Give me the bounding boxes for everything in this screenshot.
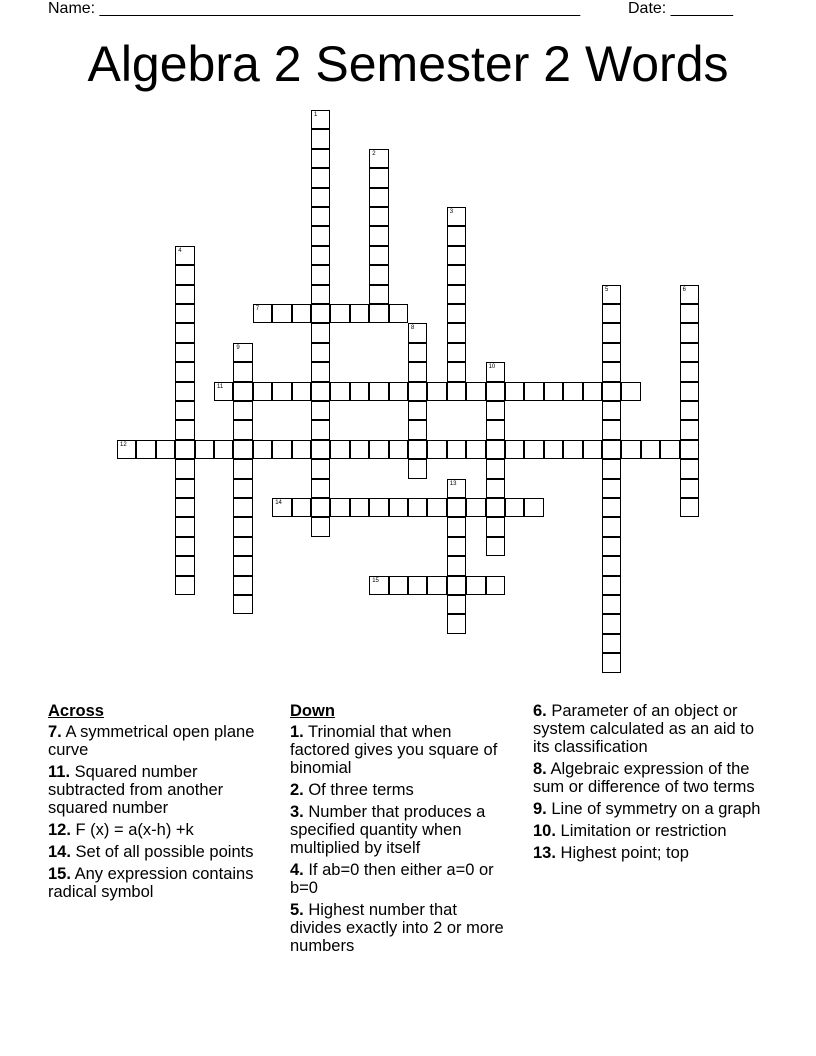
grid-cell[interactable] [602, 576, 621, 595]
grid-cell[interactable] [272, 440, 291, 459]
grid-cell[interactable] [408, 382, 427, 401]
grid-cell[interactable] [292, 498, 311, 517]
grid-cell[interactable] [602, 556, 621, 575]
grid-cell[interactable] [311, 401, 330, 420]
grid-cell[interactable] [602, 440, 621, 459]
grid-cell[interactable] [136, 440, 155, 459]
grid-cell[interactable] [447, 207, 466, 226]
clue-text: Limitation or restriction [555, 822, 727, 840]
clue-number: 4. [290, 861, 304, 879]
grid-cell[interactable] [311, 207, 330, 226]
clue-number: 14. [48, 843, 71, 861]
clue-text: Number that produces a specified quantity when multiplied by itself [290, 803, 486, 857]
grid-cell[interactable] [311, 149, 330, 168]
grid-cell[interactable] [486, 498, 505, 517]
grid-cell[interactable] [311, 323, 330, 342]
clue-item [48, 821, 268, 839]
header-line [48, 0, 768, 20]
clue-number: 11. [48, 763, 71, 781]
grid-cell[interactable] [680, 459, 699, 478]
grid-cell[interactable] [427, 440, 446, 459]
grid-cell[interactable] [486, 362, 505, 381]
clue-text: Any expression contains radical symbol [48, 865, 254, 901]
grid-cell[interactable] [602, 595, 621, 614]
grid-cell[interactable] [602, 479, 621, 498]
grid-cell[interactable] [311, 246, 330, 265]
grid-cell[interactable] [311, 304, 330, 323]
grid-cell[interactable] [195, 440, 214, 459]
grid-cell[interactable] [330, 440, 349, 459]
grid-cell[interactable] [486, 401, 505, 420]
clue-number: 15. [48, 865, 71, 883]
grid-cell[interactable] [350, 498, 369, 517]
grid-cell[interactable] [447, 246, 466, 265]
grid-cell[interactable] [680, 401, 699, 420]
grid-cell[interactable] [408, 459, 427, 478]
grid-cell[interactable] [272, 304, 291, 323]
grid-cell[interactable] [253, 304, 272, 323]
clue-text: Parameter of an object or system calculated as an aid to its classification [533, 702, 755, 756]
grid-cell[interactable] [602, 343, 621, 362]
grid-cell[interactable] [408, 498, 427, 517]
grid-cell[interactable] [447, 362, 466, 381]
grid-cell[interactable] [233, 362, 252, 381]
clue-text: Of three terms [303, 781, 414, 799]
grid-cell[interactable] [408, 576, 427, 595]
clue-item [290, 861, 512, 897]
grid-cell[interactable] [524, 498, 543, 517]
grid-cell[interactable] [602, 323, 621, 342]
clue-item [48, 763, 268, 817]
clue-item [48, 865, 268, 901]
grid-cell[interactable] [680, 343, 699, 362]
grid-cell[interactable] [621, 382, 640, 401]
grid-cell[interactable] [466, 576, 485, 595]
grid-cell[interactable] [311, 285, 330, 304]
clue-text: If ab=0 then either a=0 or b=0 [290, 861, 494, 897]
grid-cell[interactable] [447, 323, 466, 342]
grid-cell[interactable] [311, 459, 330, 478]
grid-cell[interactable] [233, 537, 252, 556]
grid-cell[interactable] [233, 556, 252, 575]
grid-cell[interactable] [369, 498, 388, 517]
grid-cell[interactable] [466, 440, 485, 459]
clue-number-label: 14 [275, 500, 282, 506]
grid-cell[interactable] [214, 440, 233, 459]
clue-text: Highest number that divides exactly into 2 or more numbers [290, 901, 504, 955]
grid-cell[interactable] [486, 382, 505, 401]
grid-cell[interactable] [311, 168, 330, 187]
grid-cell[interactable] [369, 226, 388, 245]
across-heading: Across [48, 702, 104, 720]
grid-cell[interactable] [447, 304, 466, 323]
grid-cell[interactable] [175, 479, 194, 498]
clue-text: Algebraic expression of the sum or difference of two terms [533, 760, 755, 796]
grid-cell[interactable] [311, 440, 330, 459]
grid-cell[interactable] [311, 362, 330, 381]
grid-cell[interactable] [175, 285, 194, 304]
grid-cell[interactable] [680, 323, 699, 342]
name-field-label: Name: ______________________________________________________ [48, 0, 581, 17]
grid-cell[interactable] [486, 576, 505, 595]
grid-cell[interactable] [175, 537, 194, 556]
clue-number-label: 12 [120, 441, 127, 448]
grid-cell[interactable] [330, 382, 349, 401]
across-clue-list [48, 723, 268, 901]
grid-cell[interactable] [602, 653, 621, 672]
grid-cell[interactable] [660, 440, 679, 459]
clue-number-label: 10 [488, 364, 496, 371]
grid-cell[interactable] [369, 285, 388, 304]
grid-cell[interactable] [447, 498, 466, 517]
grid-cell[interactable] [311, 188, 330, 207]
grid-cell[interactable] [117, 440, 136, 459]
clue-number: 10. [533, 822, 556, 840]
clue-number-label: 4 [178, 247, 182, 254]
grid-cell[interactable] [447, 614, 466, 633]
clue-item [533, 702, 773, 756]
grid-cell[interactable] [447, 343, 466, 362]
grid-cell[interactable] [602, 498, 621, 517]
grid-cell[interactable] [447, 517, 466, 536]
clue-item [48, 723, 268, 759]
grid-cell[interactable] [602, 420, 621, 439]
grid-cell[interactable] [602, 634, 621, 653]
grid-cell[interactable] [408, 401, 427, 420]
grid-cell[interactable] [486, 537, 505, 556]
grid-cell[interactable] [563, 382, 582, 401]
clue-number: 1. [290, 723, 304, 741]
grid-cell[interactable] [505, 382, 524, 401]
grid-cell[interactable] [311, 517, 330, 536]
clue-number: 7. [48, 723, 62, 741]
grid-cell[interactable] [641, 440, 660, 459]
down-clues-continued [533, 702, 773, 866]
grid-cell[interactable] [389, 382, 408, 401]
grid-cell[interactable] [486, 479, 505, 498]
clue-item [533, 760, 773, 796]
clue-item [290, 781, 512, 799]
clue-item [290, 723, 512, 777]
grid-cell[interactable] [175, 362, 194, 381]
down-clue-list-continued [533, 702, 773, 862]
grid-cell[interactable] [505, 498, 524, 517]
grid-cell[interactable] [447, 285, 466, 304]
grid-cell[interactable] [447, 576, 466, 595]
grid-cell[interactable] [272, 382, 291, 401]
clue-text: Squared number subtracted from another squared number [48, 763, 224, 817]
grid-cell[interactable] [486, 459, 505, 478]
grid-cell[interactable] [233, 459, 252, 478]
clue-text: Highest point; top [555, 844, 689, 862]
grid-cell[interactable] [447, 556, 466, 575]
grid-cell[interactable] [486, 440, 505, 459]
grid-cell[interactable] [369, 382, 388, 401]
grid-cell[interactable] [680, 420, 699, 439]
clue-number-label: 15 [372, 577, 379, 584]
grid-cell[interactable] [311, 420, 330, 439]
grid-cell[interactable] [369, 149, 388, 168]
clue-number: 12. [48, 821, 71, 839]
grid-cell[interactable] [311, 382, 330, 401]
clue-number: 6. [533, 702, 547, 720]
grid-cell[interactable] [427, 498, 446, 517]
grid-cell[interactable] [253, 382, 272, 401]
grid-cell[interactable] [486, 420, 505, 439]
grid-cell[interactable] [389, 576, 408, 595]
grid-cell[interactable] [156, 440, 175, 459]
grid-cell[interactable] [233, 479, 252, 498]
grid-cell[interactable] [350, 440, 369, 459]
grid-cell[interactable] [175, 382, 194, 401]
grid-cell[interactable] [311, 479, 330, 498]
clue-number-label: 6 [682, 286, 686, 293]
clue-number-label: 1 [314, 112, 318, 118]
grid-cell[interactable] [466, 498, 485, 517]
grid-cell[interactable] [408, 362, 427, 381]
grid-cell[interactable] [175, 556, 194, 575]
grid-cell[interactable] [175, 498, 194, 517]
clue-number: 13. [533, 844, 556, 862]
grid-cell[interactable] [369, 440, 388, 459]
grid-cell[interactable] [544, 440, 563, 459]
grid-cell[interactable] [447, 440, 466, 459]
grid-cell[interactable] [292, 440, 311, 459]
grid-cell[interactable] [563, 440, 582, 459]
clue-number-label: 11 [217, 383, 224, 390]
grid-cell[interactable] [175, 517, 194, 536]
grid-cell[interactable] [389, 498, 408, 517]
grid-cell[interactable] [621, 440, 640, 459]
grid-cell[interactable] [369, 576, 388, 595]
grid-cell[interactable] [350, 382, 369, 401]
page-title: Algebra 2 Semester 2 Words [87, 36, 729, 92]
clue-item [290, 803, 512, 857]
grid-cell[interactable] [602, 362, 621, 381]
clue-number: 8. [533, 760, 547, 778]
grid-cell[interactable] [524, 440, 543, 459]
clue-number-label: 5 [605, 286, 609, 293]
grid-cell[interactable] [330, 304, 349, 323]
clue-number: 9. [533, 800, 547, 818]
grid-cell[interactable] [214, 382, 233, 401]
clue-number-label: 8 [411, 325, 415, 332]
grid-cell[interactable] [233, 595, 252, 614]
clue-text: A symmetrical open plane curve [48, 723, 255, 759]
grid-cell[interactable] [602, 401, 621, 420]
grid-cell[interactable] [175, 343, 194, 362]
grid-cell[interactable] [680, 440, 699, 459]
clue-number: 3. [290, 803, 304, 821]
grid-cell[interactable] [175, 459, 194, 478]
grid-cell[interactable] [233, 517, 252, 536]
grid-cell[interactable] [602, 459, 621, 478]
clue-number-label: 2 [372, 150, 376, 157]
grid-cell[interactable] [175, 265, 194, 284]
grid-cell[interactable] [233, 343, 252, 362]
grid-cell[interactable] [311, 110, 330, 129]
clue-number-label: 13 [449, 480, 457, 487]
clue-number: 5. [290, 901, 304, 919]
clue-item [533, 822, 773, 840]
grid-cell[interactable] [175, 440, 194, 459]
grid-cell[interactable] [369, 168, 388, 187]
grid-cell[interactable] [175, 576, 194, 595]
grid-cell[interactable] [602, 517, 621, 536]
grid-cell[interactable] [427, 382, 446, 401]
grid-cell[interactable] [505, 440, 524, 459]
clue-item [533, 800, 773, 818]
grid-cell[interactable] [233, 498, 252, 517]
grid-cell[interactable] [233, 401, 252, 420]
clue-text: Trinomial that when factored gives you square of binomial [290, 723, 498, 777]
clue-number: 2. [290, 781, 304, 799]
grid-cell[interactable] [350, 304, 369, 323]
date-field-label: Date: _______ [628, 0, 733, 17]
grid-cell[interactable] [408, 440, 427, 459]
grid-cell[interactable] [602, 537, 621, 556]
grid-cell[interactable] [311, 498, 330, 517]
clue-number-label: 7 [255, 306, 260, 312]
grid-cell[interactable] [253, 440, 272, 459]
grid-cell[interactable] [583, 440, 602, 459]
across-clues [48, 702, 268, 905]
grid-cell[interactable] [583, 382, 602, 401]
grid-cell[interactable] [233, 382, 252, 401]
grid-cell[interactable] [680, 304, 699, 323]
grid-cell[interactable] [447, 265, 466, 284]
clue-item [290, 901, 512, 955]
clue-text: Set of all possible points [70, 843, 254, 861]
grid-cell[interactable] [311, 265, 330, 284]
grid-cell[interactable] [330, 498, 349, 517]
grid-cell[interactable] [680, 362, 699, 381]
grid-cell[interactable] [369, 265, 388, 284]
grid-cell[interactable] [466, 382, 485, 401]
grid-cell[interactable] [311, 343, 330, 362]
grid-cell[interactable] [680, 382, 699, 401]
grid-cell[interactable] [427, 576, 446, 595]
grid-cell[interactable] [680, 479, 699, 498]
grid-cell[interactable] [524, 382, 543, 401]
grid-cell[interactable] [447, 595, 466, 614]
grid-cell[interactable] [408, 323, 427, 342]
grid-cell[interactable] [369, 304, 388, 323]
grid-cell[interactable] [369, 207, 388, 226]
grid-cell[interactable] [602, 285, 621, 304]
grid-cell[interactable] [292, 382, 311, 401]
clue-number-label: 3 [449, 209, 454, 215]
down-clues [290, 702, 512, 959]
grid-cell[interactable] [408, 420, 427, 439]
grid-cell[interactable] [486, 517, 505, 536]
grid-cell[interactable] [175, 401, 194, 420]
grid-cell[interactable] [389, 440, 408, 459]
down-heading: Down [290, 702, 335, 720]
grid-cell[interactable] [447, 382, 466, 401]
grid-cell[interactable] [447, 537, 466, 556]
grid-cell[interactable] [292, 304, 311, 323]
grid-cell[interactable] [680, 285, 699, 304]
grid-cell[interactable] [602, 382, 621, 401]
down-clue-list [290, 723, 512, 955]
clue-text: F (x) = a(x-h) +k [70, 821, 194, 839]
grid-cell[interactable] [311, 129, 330, 148]
grid-cell[interactable] [233, 420, 252, 439]
grid-cell[interactable] [447, 226, 466, 245]
grid-cell[interactable] [602, 614, 621, 633]
grid-cell[interactable] [447, 479, 466, 498]
clue-number-label: 9 [236, 344, 240, 351]
clue-item [48, 843, 268, 861]
grid-cell[interactable] [311, 226, 330, 245]
grid-cell[interactable] [369, 188, 388, 207]
grid-cell[interactable] [175, 304, 194, 323]
grid-cell[interactable] [175, 246, 194, 265]
grid-cell[interactable] [175, 420, 194, 439]
grid-cell[interactable] [233, 576, 252, 595]
grid-cell[interactable] [369, 246, 388, 265]
clue-text: Line of symmetry on a graph [546, 800, 761, 818]
grid-cell[interactable] [544, 382, 563, 401]
grid-cell[interactable] [233, 440, 252, 459]
grid-cell[interactable] [175, 323, 194, 342]
clue-item [533, 844, 773, 862]
grid-cell[interactable] [680, 498, 699, 517]
grid-cell[interactable] [389, 304, 408, 323]
grid-cell[interactable] [408, 343, 427, 362]
grid-cell[interactable] [272, 498, 291, 517]
grid-cell[interactable] [602, 304, 621, 323]
